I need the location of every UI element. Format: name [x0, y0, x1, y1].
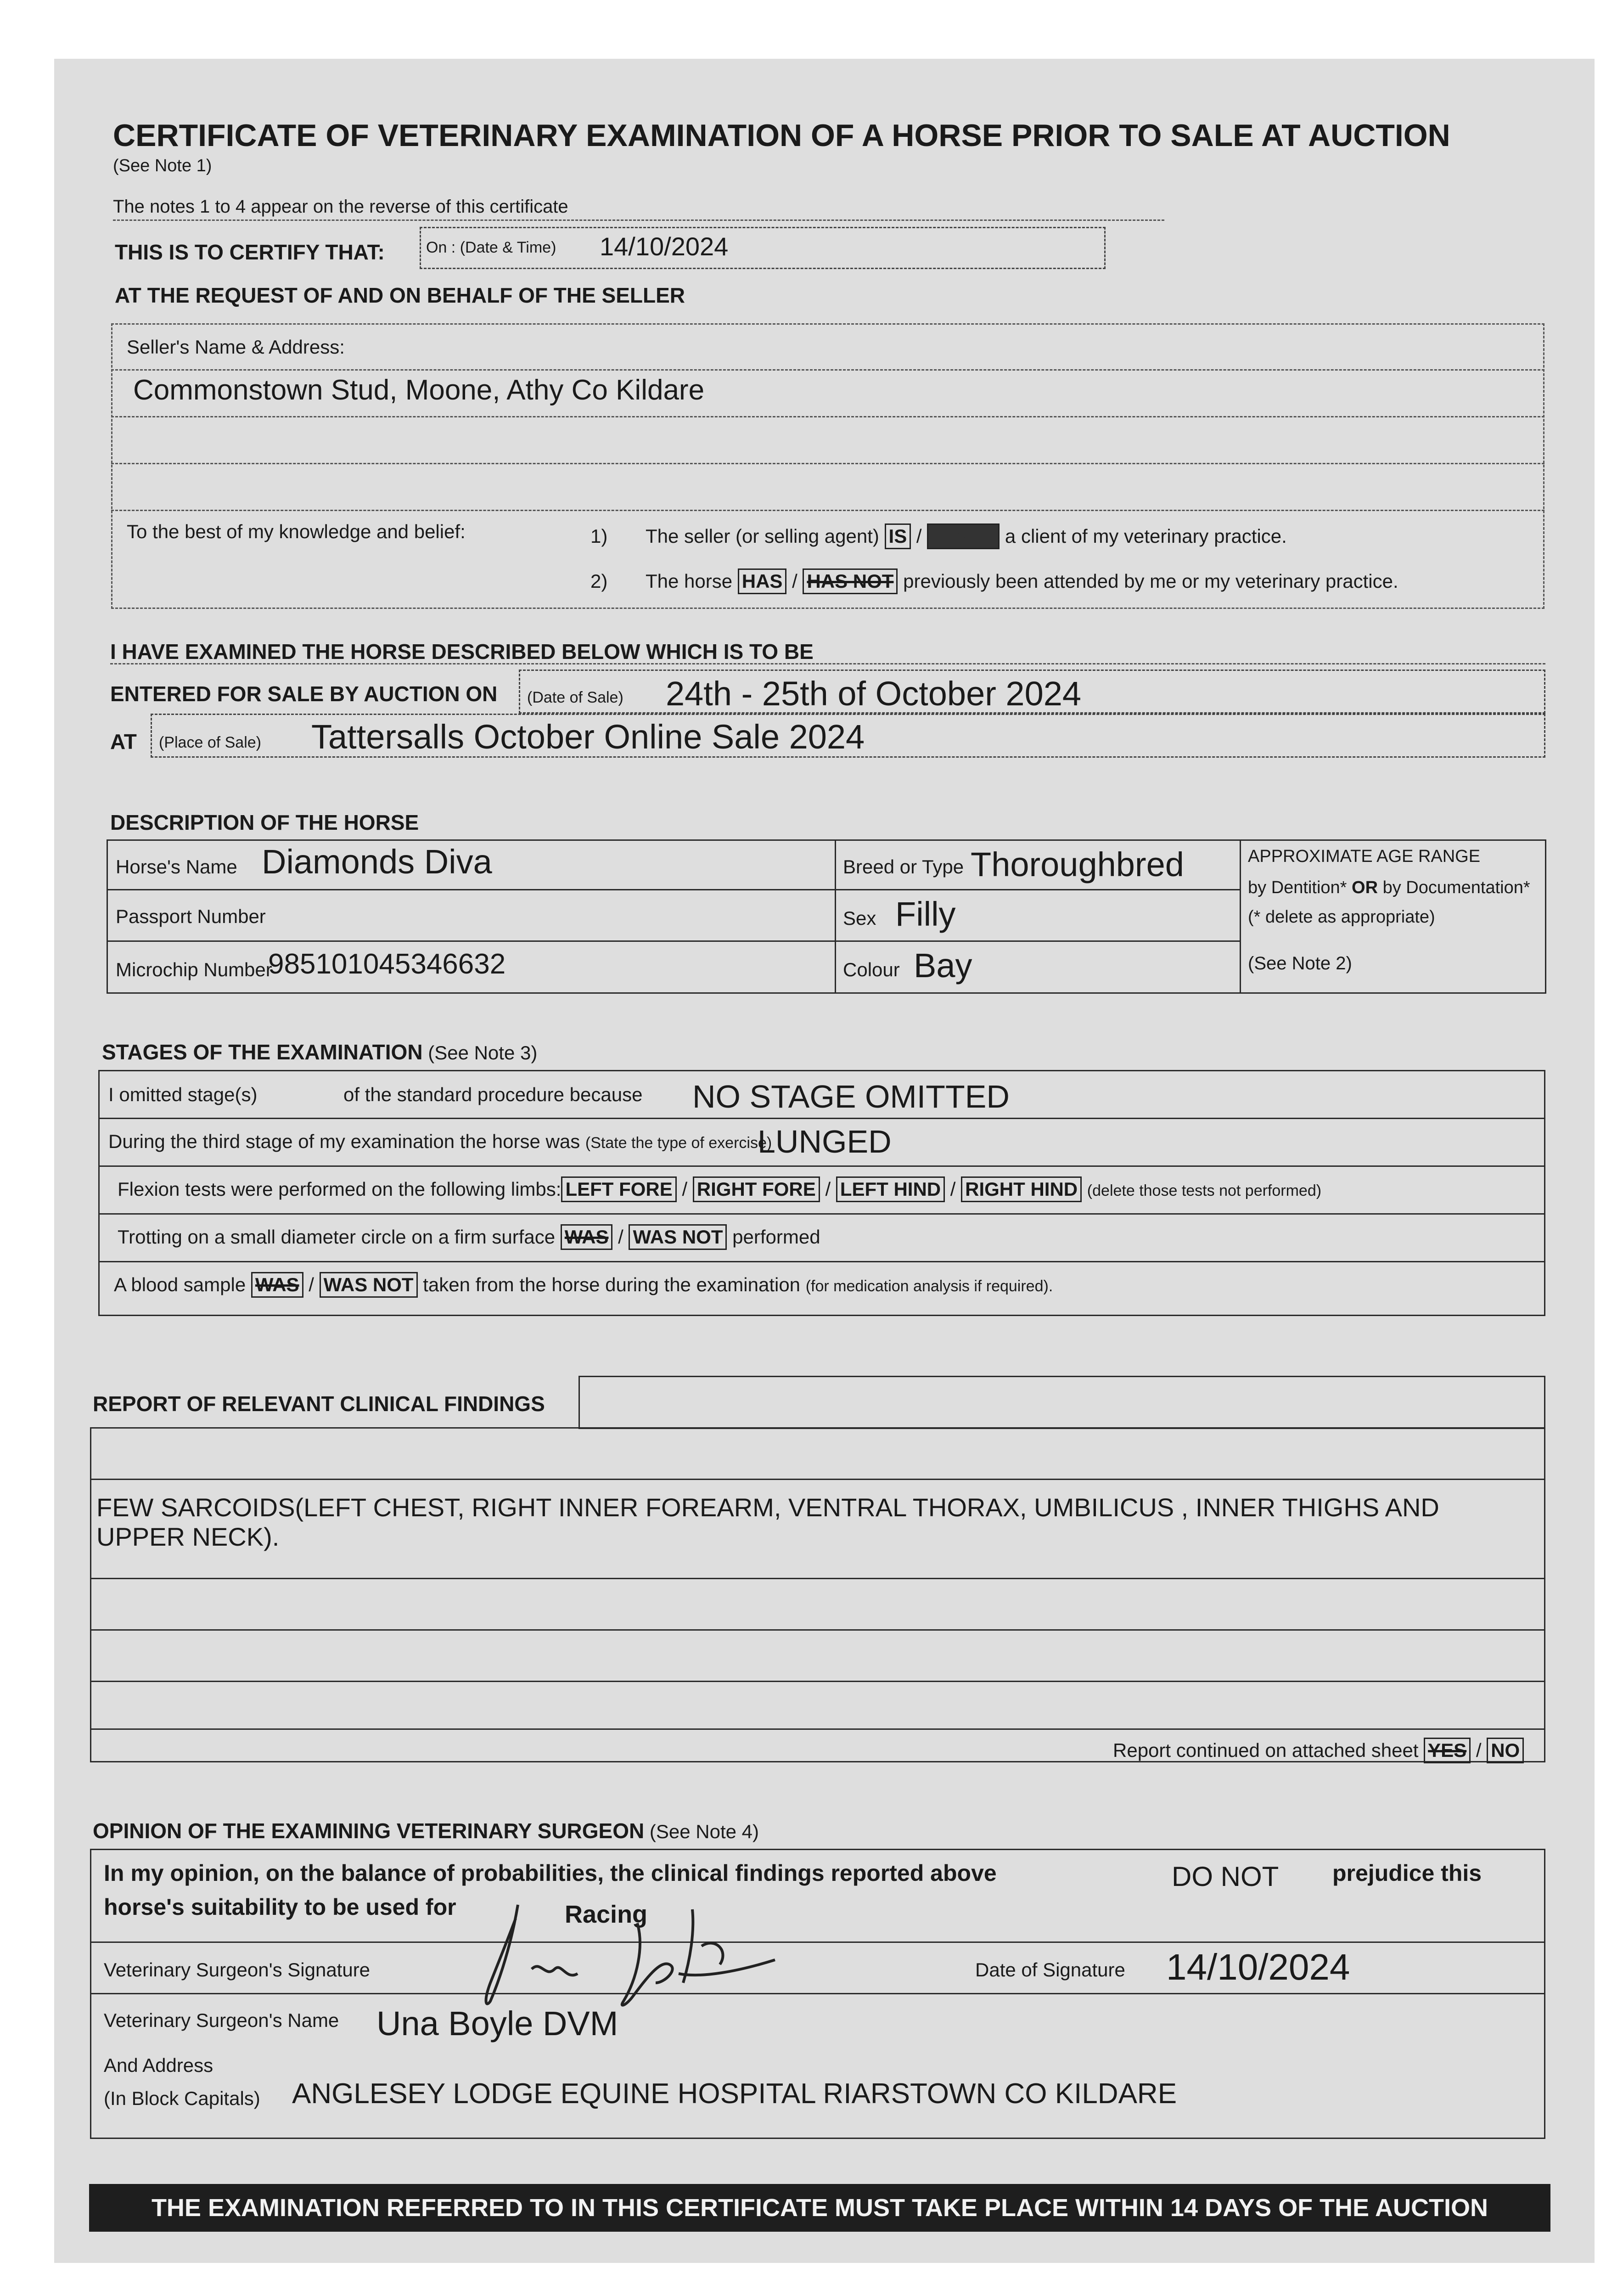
opinion-line-2: horse's suitability to be used for [104, 1894, 456, 1920]
right-hind-option[interactable]: RIGHT HIND [961, 1176, 1082, 1202]
stages-row-div-4 [98, 1261, 1545, 1262]
report-rule-2 [90, 1578, 1545, 1579]
blood-was-not-option[interactable]: WAS NOT [320, 1272, 418, 1298]
age-delete-note: (* delete as appropriate) [1248, 907, 1435, 927]
report-rule-4 [90, 1681, 1545, 1682]
horse-name-label: Horse's Name [116, 856, 237, 878]
third-stage-text: During the third stage of my examination the horse was [108, 1131, 580, 1152]
certificate-page [54, 59, 1595, 2263]
seller-is-option[interactable]: IS [885, 523, 911, 549]
q1-post-text: a client of my veterinary practice. [1005, 525, 1287, 547]
blood-slash: / [309, 1274, 314, 1295]
continued-no-option[interactable]: NO [1487, 1738, 1524, 1763]
examined-rule [110, 663, 1545, 664]
omitted-label-a: I omitted stage(s) [108, 1084, 258, 1105]
opinion-see-note: (See Note 4) [649, 1821, 759, 1842]
seller-is-not-option[interactable]: IS NOT [927, 523, 1000, 549]
signature-label: Veterinary Surgeon's Signature [104, 1959, 371, 1981]
date-of-sale-label: (Date of Sale) [527, 689, 623, 706]
age-range-title: APPROXIMATE AGE RANGE [1248, 847, 1481, 866]
report-rule-3 [90, 1629, 1545, 1631]
knowledge-label: To the best of my knowledge and belief: [127, 521, 466, 542]
q2-slash: / [792, 570, 797, 592]
see-note-1: (See Note 1) [113, 156, 212, 175]
microchip-value: 985101045346632 [268, 948, 506, 980]
question-1 [590, 523, 1287, 549]
trot-slash: / [618, 1226, 623, 1248]
notes-rule [113, 219, 1164, 221]
horse-section-title: DESCRIPTION OF THE HORSE [110, 810, 419, 834]
trot-performed-text: performed [732, 1226, 820, 1248]
entered-label: ENTERED FOR SALE BY AUCTION ON [110, 682, 498, 706]
horse-row-div-1 [107, 889, 1240, 890]
report-line-1: FEW SARCOIDS(LEFT CHEST, RIGHT INNER FOREARM, VENTRAL THORAX, UMBILICUS , INNER THIGHS AND [96, 1493, 1439, 1522]
age-documentation: by Documentation* [1378, 878, 1530, 897]
third-stage-hint: (State the type of exercise) [585, 1134, 772, 1152]
opinion-rule-1 [90, 1941, 1545, 1943]
certify-label: THIS IS TO CERTIFY THAT: [115, 240, 385, 264]
opinion-prejudice-value: DO NOT [1172, 1861, 1279, 1892]
blood-note: (for medication analysis if required). [805, 1277, 1053, 1295]
third-stage-label [108, 1131, 772, 1153]
left-hind-option[interactable]: LEFT HIND [836, 1176, 945, 1202]
q2-text: The horse [645, 570, 733, 592]
stages-row-div-2 [98, 1165, 1545, 1167]
report-line-2: UPPER NECK). [96, 1522, 280, 1551]
on-date-value: 14/10/2024 [600, 232, 729, 261]
right-fore-option[interactable]: RIGHT FORE [693, 1176, 820, 1202]
seller-name-label: Seller's Name & Address: [127, 336, 345, 358]
surgeon-name-value: Una Boyle DVM [376, 2004, 618, 2043]
horse-has-option[interactable]: HAS [738, 568, 787, 594]
colour-label: Colour [843, 959, 900, 980]
seller-rule-4 [111, 510, 1544, 511]
stages-section-title [102, 1040, 537, 1064]
question-2 [590, 568, 1398, 594]
date-of-signature-value: 14/10/2024 [1166, 1947, 1350, 1987]
stages-see-note: (See Note 3) [428, 1042, 538, 1064]
opinion-rule-2 [90, 1993, 1545, 1994]
trot-was-option[interactable]: WAS [561, 1224, 613, 1250]
on-date-label: On : (Date & Time) [426, 239, 556, 256]
breed-value: Thoroughbred [971, 845, 1184, 884]
flexion-slash-2: / [825, 1178, 831, 1200]
q1-number: 1) [590, 525, 608, 547]
opinion-line-1-post: prejudice this [1332, 1860, 1482, 1886]
horse-has-not-option[interactable]: HAS NOT [803, 568, 898, 594]
trot-was-not-option[interactable]: WAS NOT [629, 1224, 727, 1250]
seller-box [111, 323, 1544, 609]
blood-row [114, 1272, 1053, 1298]
stages-row-div-1 [98, 1118, 1545, 1119]
report-rule-5 [90, 1728, 1545, 1730]
examined-label: I HAVE EXAMINED THE HORSE DESCRIBED BELOW WHICH IS TO BE [110, 640, 814, 664]
opinion-title-text: OPINION OF THE EXAMINING VETERINARY SURGEON [93, 1819, 645, 1843]
place-of-sale-value: Tattersalls October Online Sale 2024 [311, 718, 865, 756]
place-of-sale-label: (Place of Sale) [159, 734, 261, 751]
at-label: AT [110, 730, 137, 754]
trotting-label: Trotting on a small diameter circle on a firm surface [118, 1226, 556, 1248]
blood-was-option[interactable]: WAS [251, 1272, 303, 1298]
report-continued-row [1113, 1738, 1524, 1763]
date-of-signature-label: Date of Signature [975, 1959, 1125, 1981]
report-continued-label: Report continued on attached sheet [1113, 1739, 1419, 1761]
stages-row-div-3 [98, 1213, 1545, 1215]
microchip-label: Microchip Number [116, 959, 272, 980]
opinion-section-title [93, 1818, 759, 1843]
report-section-title: REPORT OF RELEVANT CLINICAL FINDINGS [93, 1392, 545, 1416]
continued-slash: / [1476, 1739, 1482, 1761]
blood-post-text: taken from the horse during the examination [423, 1274, 801, 1295]
age-dentition: by Dentition* [1248, 878, 1352, 897]
report-header-box [578, 1376, 1545, 1429]
date-of-sale-value: 24th - 25th of October 2024 [666, 675, 1082, 713]
horse-row-div-2 [107, 940, 1240, 942]
address-label-2: (In Block Capitals) [104, 2088, 260, 2109]
address-value: ANGLESEY LODGE EQUINE HOSPITAL RIARSTOWN CO KILDARE [292, 2078, 1177, 2110]
seller-rule-3 [111, 463, 1544, 464]
q1-slash: / [916, 525, 922, 547]
omitted-value: NO STAGE OMITTED [692, 1079, 1010, 1114]
sex-label: Sex [843, 907, 876, 929]
omitted-label-b: of the standard procedure because [343, 1084, 643, 1105]
horse-col-div-2 [1240, 839, 1241, 994]
trotting-row [118, 1224, 820, 1250]
age-or: OR [1352, 878, 1378, 897]
horse-name-value: Diamonds Diva [262, 843, 492, 881]
certificate-title: CERTIFICATE OF VETERINARY EXAMINATION OF A HORSE PRIOR TO SALE AT AUCTION [113, 118, 1450, 153]
colour-value: Bay [914, 946, 972, 985]
address-label: And Address [104, 2054, 213, 2076]
blood-label: A blood sample [114, 1274, 246, 1295]
third-stage-value: LUNGED [758, 1124, 892, 1159]
q2-post-text: previously been attended by me or my veterinary practice. [903, 570, 1398, 592]
opinion-use-value: Racing [565, 1901, 648, 1928]
signature-image [463, 1891, 793, 2015]
stages-title-text: STAGES OF THE EXAMINATION [102, 1040, 423, 1064]
continued-yes-option[interactable]: YES [1424, 1738, 1471, 1763]
flexion-slash-1: / [682, 1178, 688, 1200]
surgeon-name-label: Veterinary Surgeon's Name [104, 2009, 339, 2031]
sex-value: Filly [895, 895, 956, 933]
seller-rule-2 [111, 416, 1544, 417]
flexion-slash-3: / [950, 1178, 956, 1200]
seller-rule-1 [111, 369, 1544, 371]
left-fore-option[interactable]: LEFT FORE [561, 1176, 676, 1202]
horse-col-div-1 [835, 839, 836, 994]
report-rule-1 [90, 1479, 1545, 1480]
passport-label: Passport Number [116, 906, 266, 927]
footer-banner: THE EXAMINATION REFERRED TO IN THIS CERTIFICATE MUST TAKE PLACE WITHIN 14 DAYS OF THE AUCTION [89, 2184, 1550, 2232]
notes-text: The notes 1 to 4 appear on the reverse of this certificate [113, 197, 568, 217]
age-range-method [1248, 878, 1530, 898]
flexion-row [118, 1176, 1321, 1202]
seller-name-value: Commonstown Stud, Moone, Athy Co Kildare [133, 374, 705, 406]
flexion-label: Flexion tests were performed on the following limbs: [118, 1178, 562, 1200]
q2-number: 2) [590, 570, 608, 592]
q1-text: The seller (or selling agent) [645, 525, 879, 547]
flexion-note: (delete those tests not performed) [1087, 1182, 1322, 1199]
opinion-line-1: In my opinion, on the balance of probabilities, the clinical findings reported above [104, 1860, 997, 1886]
request-label: AT THE REQUEST OF AND ON BEHALF OF THE SELLER [115, 283, 685, 307]
age-see-note: (See Note 2) [1248, 953, 1352, 974]
report-box [90, 1427, 1545, 1762]
breed-label: Breed or Type [843, 856, 964, 878]
